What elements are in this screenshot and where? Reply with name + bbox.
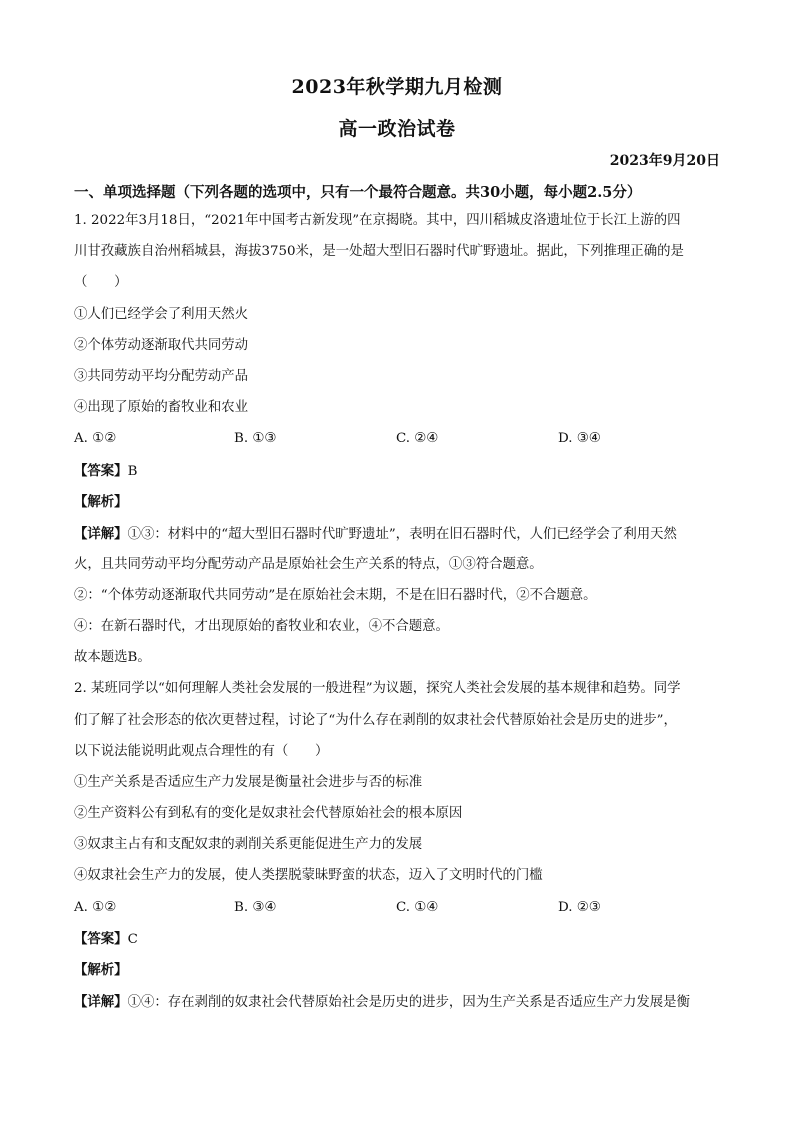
q2-analysis-label-text: 【解析】: [74, 962, 128, 978]
exam-date: 2023年9月20日: [609, 153, 720, 169]
q1-analysis-label-text: 【解析】: [74, 494, 128, 510]
q2-statement: ①生产关系是否适应生产力发展是衡量社会进步与否的标准: [74, 775, 423, 790]
q2-detail-label: 【详解】: [74, 994, 128, 1010]
q1-option-a: A. ①②: [74, 431, 117, 446]
q1-option-c: C. ②④: [396, 431, 439, 446]
q1-answer-value: B: [127, 464, 138, 479]
q1-answer-label: 【答案】: [74, 463, 128, 479]
q1-option-b: B. ①③: [234, 431, 277, 446]
section-heading: 一、单项选择题（下列各题的选项中，只有一个最符合题意。共30小题，每小题2.5分）: [74, 184, 642, 201]
q1-detail-line: ②：“个体劳动逐渐取代共同劳动”是在原始社会末期，不是在旧石器时代，②不合题意。: [74, 588, 597, 603]
q2-option-d: D. ②③: [558, 900, 601, 915]
q2-stem-line: 们了解了社会形态的依次更替过程，讨论了“为什么存在剥削的奴隶社会代替原始社会是历史的进步”，: [74, 713, 677, 728]
q1-statement: ③共同劳动平均分配劳动产品: [74, 369, 249, 384]
exam-title: 2023年秋学期九月检测: [291, 76, 503, 98]
q2-option-c: C. ①④: [396, 900, 439, 915]
q1-detail-line: 火，且共同劳动平均分配劳动产品是原始社会生产关系的特点，①③符合题意。: [74, 557, 543, 572]
q1-detail-line: [74, 524, 724, 545]
q2-statement: ②生产资料公有到私有的变化是奴隶社会代替原始社会的根本原因: [74, 806, 463, 821]
q2-detail-text: ①④：存在剥削的奴隶社会代替原始社会是历史的进步，因为生产关系是否适应生产力发展是衡: [127, 995, 690, 1010]
q2-stem-line: 以下说法能说明此观点合理性的有（ ）: [74, 744, 329, 759]
q1-statement: ①人们已经学会了利用天然火: [74, 307, 249, 322]
q2-statement: ④奴隶社会生产力的发展，使人类摆脱蒙昧野蛮的状态，迈入了文明时代的门槛: [74, 868, 543, 883]
q2-analysis-label: [74, 960, 724, 981]
q2-option-b: B. ③④: [234, 900, 277, 915]
q1-detail-line: ④：在新石器时代，才出现原始的畜牧业和农业，④不合题意。: [74, 619, 449, 634]
q1-analysis-label: [74, 492, 724, 513]
q1-answer: [74, 461, 724, 482]
q1-detail-text: ①③：材料中的“超大型旧石器时代旷野遗址”，表明在旧石器时代，人们已经学会了利用天然: [127, 527, 677, 542]
q1-stem-line: 川甘孜藏族自治州稻城县，海拔3750米，是一处超大型旧石器时代旷野遗址。据此，下列推理正确的是: [74, 244, 684, 259]
q1-detail-label: 【详解】: [74, 526, 128, 542]
q2-answer-value: C: [127, 932, 138, 947]
q2-answer: [74, 929, 724, 950]
q1-statement: ②个体劳动逐渐取代共同劳动: [74, 338, 249, 353]
q1-conclusion: 故本题选B。: [74, 650, 151, 665]
q2-option-a: A. ①②: [74, 900, 117, 915]
q2-statement: ③奴隶主占有和支配奴隶的剥削关系更能促进生产力的发展: [74, 837, 423, 852]
q1-option-d: D. ③④: [558, 431, 601, 446]
q1-statement: ④出现了原始的畜牧业和农业: [74, 400, 249, 415]
q2-detail-line: [74, 992, 724, 1013]
q1-stem-line: （ ）: [74, 275, 128, 290]
exam-subtitle: 高一政治试卷: [338, 118, 456, 140]
q2-stem-line: 2. 某班同学以“如何理解人类社会发展的一般进程”为议题，探究人类社会发展的基本规律和趋势。同学: [74, 681, 681, 696]
q1-stem-line: 1. 2022年3月18日，“2021年中国考古新发现”在京揭晓。其中，四川稻城皮洛遗址位于长江上游的四: [74, 213, 681, 228]
q2-answer-label: 【答案】: [74, 931, 128, 947]
